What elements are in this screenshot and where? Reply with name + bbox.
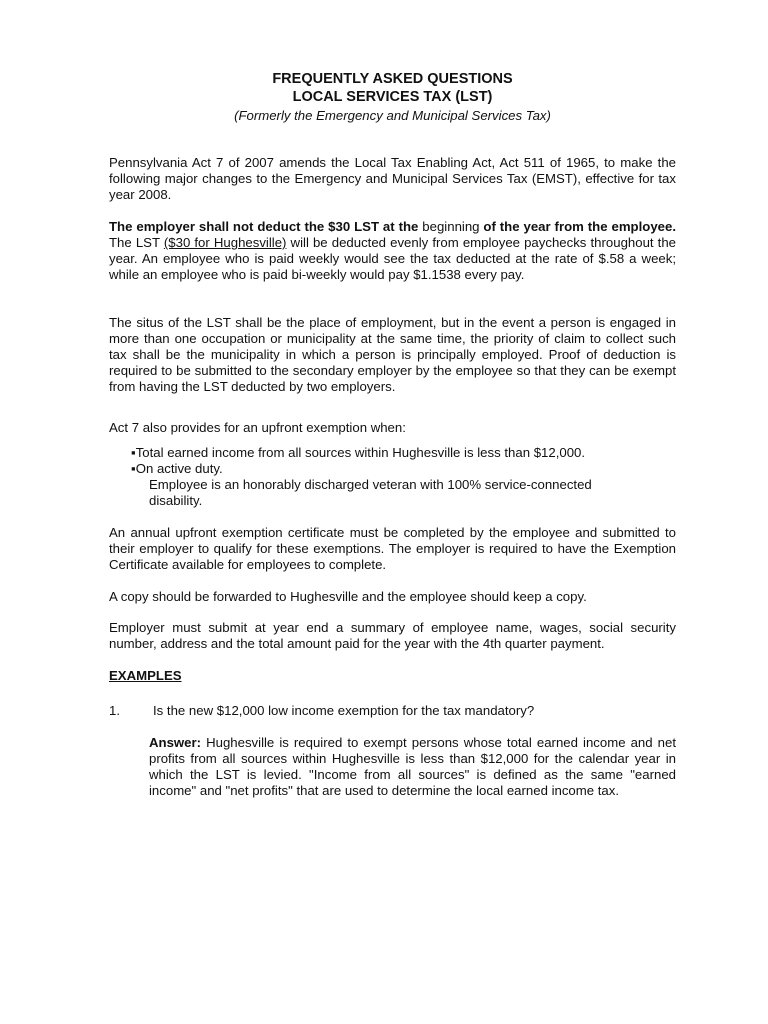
document-title: FREQUENTLY ASKED QUESTIONS: [272, 71, 513, 87]
employer-summary-paragraph: Employer must submit at year end a summary of employee name, wages, social security number, address and the total amount paid for the year with the 4th quarter payment.: [109, 620, 676, 651]
intro-paragraph: Pennsylvania Act 7 of 2007 amends the Local Tax Enabling Act, Act 511 of 1965, to make the following major changes to the Emergency and Municipal Services Tax (EMST), effective for tax year 2008.: [109, 155, 676, 202]
certificate-paragraph: An annual upfront exemption certificate must be completed by the employee and submitted to their employer to qualify for these exemptions. The employer is required to have the Exemption Certificate available for employees to complete.: [109, 525, 676, 572]
deduction-bold-1: The employer shall not deduct the $30 LST at the: [109, 219, 419, 234]
deduction-text-3: will be deducted evenly from employee paychecks throughout the year. An employee who is paid weekly would see the tax deducted at the rate of $.58 a week; while an employee who is paid bi-weekly would pay $1.1538 every pay.: [109, 235, 677, 282]
deduction-paragraph: [109, 219, 676, 283]
deduction-text-1: beginning: [418, 219, 484, 234]
situs-paragraph: The situs of the LST shall be the place of employment, but in the event a person is engaged in more than one occupation or municipality at the same time, the priority of claim to collect such tax shall be the municipality in which a person is principally employed. Proof of deduction is required to be submitted to the secondary employer by the employee so that they can be exempt from having the LST deducted by two employers.: [109, 315, 676, 394]
question-number: 1.: [109, 703, 120, 718]
copy-paragraph: A copy should be forwarded to Hughesville and the employee should keep a copy.: [109, 589, 587, 604]
bullet-icon: ▪: [131, 445, 136, 460]
exemption-item-duty: ▪On active duty.: [131, 461, 223, 476]
question-text: Is the new $12,000 low income exemption for the tax mandatory?: [153, 703, 535, 718]
deduction-text-2: The LST: [109, 235, 164, 250]
examples-heading: EXAMPLES: [109, 668, 182, 683]
document-subtitle: LOCAL SERVICES TAX (LST): [292, 89, 493, 105]
document-formerly-note: (Formerly the Emergency and Municipal Services Tax): [234, 108, 551, 123]
deduction-underlined: ($30 for Hughesville): [163, 235, 287, 250]
bullet-icon: ▪: [131, 461, 136, 476]
exemption-item-income: ▪Total earned income from all sources within Hughesville is less than $12,000.: [131, 445, 586, 460]
answer-paragraph: [149, 735, 676, 799]
answer-label: Answer:: [149, 735, 202, 750]
exemption-item-veteran: Employee is an honorably discharged veteran with 100% service-connected disability.: [149, 477, 592, 508]
deduction-bold-2: of the year from the employee.: [483, 219, 676, 234]
exemption-intro: Act 7 also provides for an upfront exemption when:: [109, 420, 406, 435]
answer-text: Hughesville is required to exempt persons whose total earned income and net profits from all sources within Hughesville is less than $12,000 for the calendar year in which the LST is levied. "Income from all sources" is defined as the same "earned income" and "net profits" that are used to determine the local earned income tax.: [149, 735, 676, 798]
